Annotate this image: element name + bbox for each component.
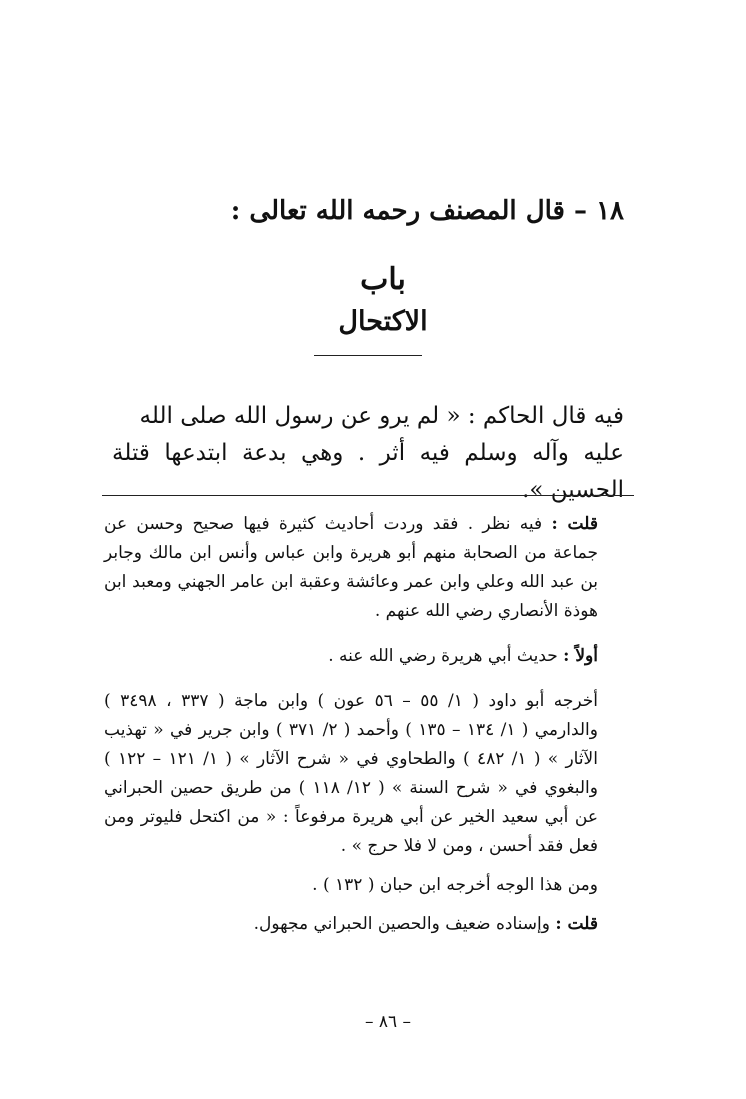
paragraph-label: قلت : — [551, 514, 598, 534]
commentary-paragraph: أخرجه أبو داود ( ١/ ٥٥ – ٥٦ عون ) وابن ماجة ( ٣٣٧ ، ٣٤٩٨ ) والدارمي ( ١/ ١٣٤ – ١٣٥ ) وأحمد ( ٢/ ٣٧١ ) وابن جرير في « تهذيب الآثار » ( ١/ ٤٨٢ ) والطحاوي في « شرح الآثار » ( ١/ ١٢١ – ١٢٢ ) والبغوي في « شرح السنة » ( ١٢/ ١١٨ ) من طريق حصين الحبراني عن أبي سعيد الخير عن أبي هريرة مرفوعاً : « من اكتحل فليوتر ومن فعل فقد أحسن ، ومن لا فلا حرج » . — [104, 691, 599, 856]
title-divider — [314, 355, 422, 356]
footnote-divider — [102, 495, 634, 496]
paragraph-label: أولاً : — [563, 646, 598, 666]
main-text — [112, 398, 624, 509]
commentary-paragraph — [104, 642, 624, 671]
main-text-line: عليه وآله وسلم فيه أثر . وهي بدعة ابتدعها قتلة الحسين ». — [112, 440, 624, 503]
chapter-word: باب — [360, 262, 406, 297]
chapter-title: الاكتحال — [338, 306, 428, 337]
paragraph-label: قلت : — [555, 914, 598, 934]
section-heading: ١٨ – قال المصنف رحمه الله تعالى : — [230, 196, 624, 226]
paragraph-text: حديث أبي هريرة رضي الله عنه . — [328, 646, 558, 666]
commentary-paragraph — [104, 910, 624, 939]
commentary — [104, 510, 624, 939]
commentary-paragraph: ومن هذا الوجه أخرجه ابن حبان ( ١٣٢ ) . — [312, 875, 598, 895]
page-number: – ٨٦ – — [364, 1012, 412, 1032]
commentary-paragraph — [104, 510, 624, 626]
main-text-line: فيه قال الحاكم : « لم يرو عن رسول الله صلى الله — [139, 403, 624, 429]
paragraph-text: فيه نظر . فقد وردت أحاديث كثيرة فيها صحيح وحسن عن جماعة من الصحابة منهم أبو هريرة وابن عباس وأنس ابن مالك وجابر بن عبد الله وعلي وابن عمر وعائشة وعقبة ابن عامر الجهني ومعبد ابن هوذة الأنصاري رضي الله عنهم . — [104, 514, 598, 621]
paragraph-text: وإسناده ضعيف والحصين الحبراني مجهول. — [253, 914, 550, 934]
